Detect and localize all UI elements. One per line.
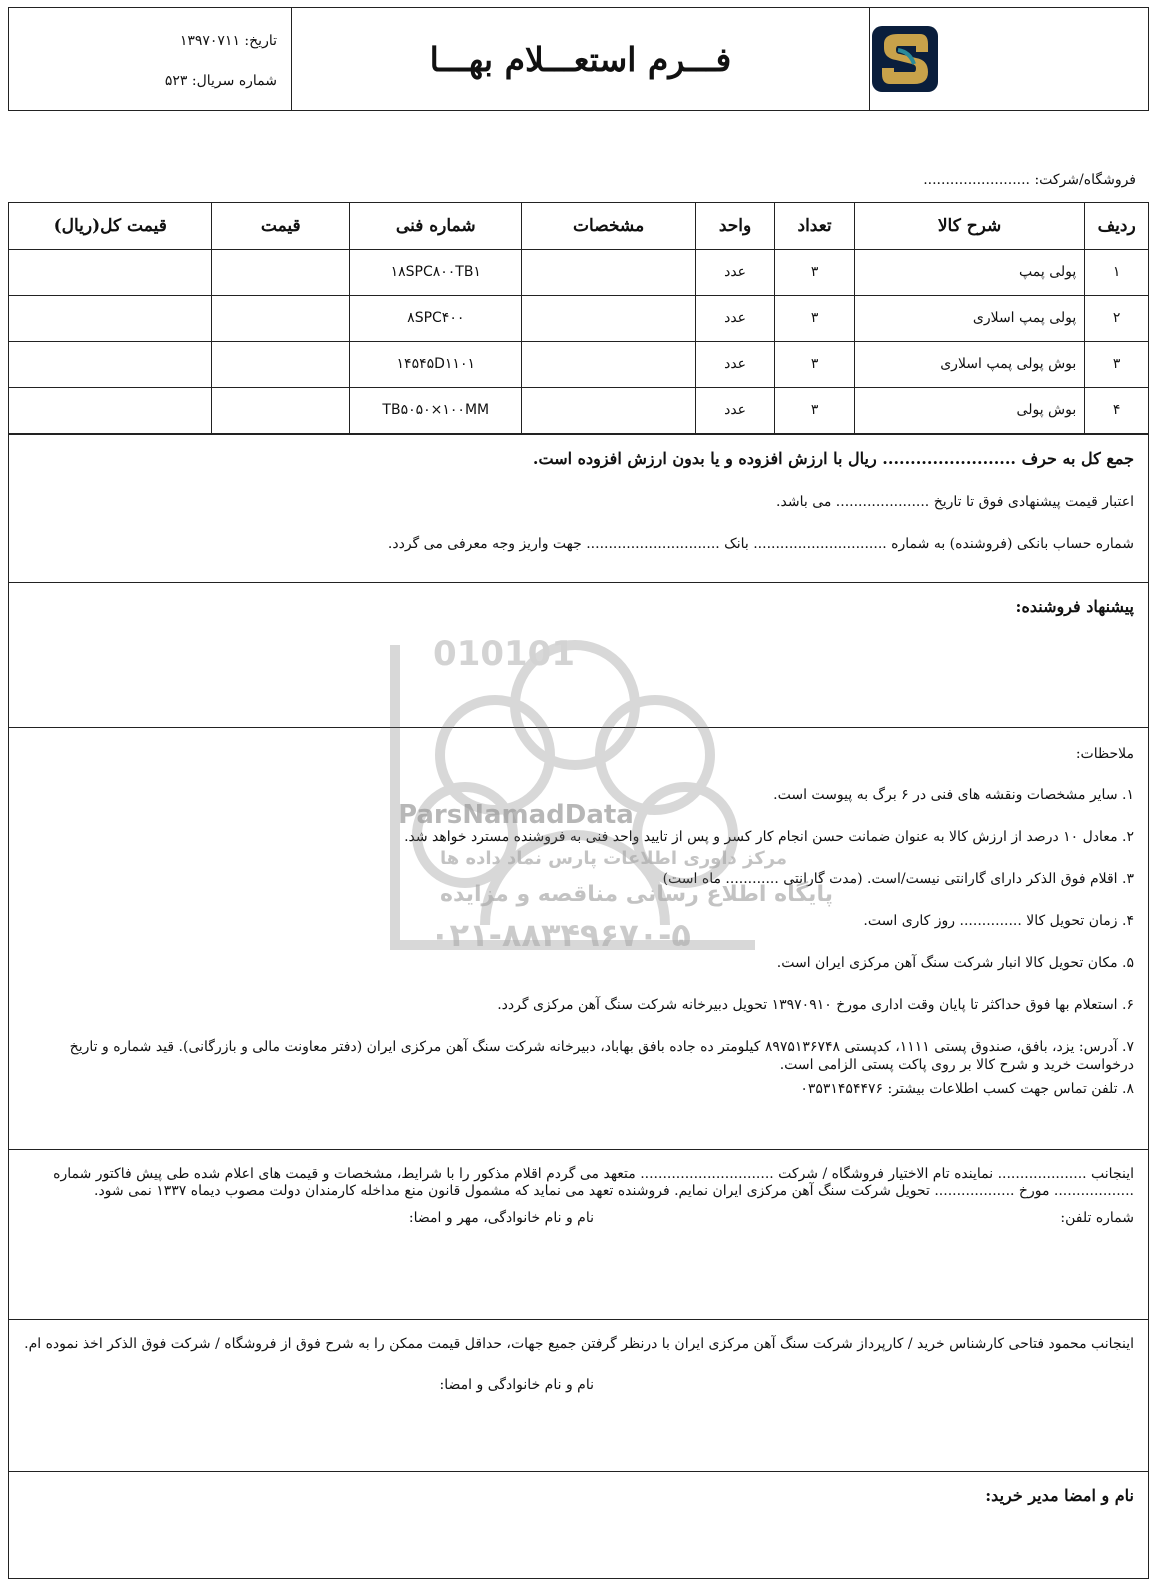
seller-offer-section bbox=[9, 582, 1148, 727]
cell-specs[interactable] bbox=[522, 387, 695, 433]
cell-specs[interactable] bbox=[522, 341, 695, 387]
cell-qty: ۳ bbox=[775, 249, 855, 295]
manager-section bbox=[9, 1471, 1148, 1505]
table-header-row bbox=[9, 203, 1148, 249]
cell-price[interactable] bbox=[212, 341, 350, 387]
cell-row: ۴ bbox=[1085, 387, 1148, 433]
cell-description: بوش پولی پمپ اسلاری bbox=[854, 341, 1084, 387]
buyer-section bbox=[9, 1319, 1148, 1471]
col-header-qty: تعداد bbox=[775, 203, 855, 249]
form-meta bbox=[9, 8, 291, 110]
price-validity: اعتبار قیمت پیشنهادی فوق تا تاریخ ..................... می باشد. bbox=[776, 493, 1134, 510]
table-row bbox=[9, 387, 1148, 433]
logo-cell bbox=[869, 8, 1148, 110]
items-table bbox=[9, 203, 1148, 434]
watermark-line2: پایگاه اطلاع رسانی مناقصه و مزایده bbox=[440, 882, 833, 907]
table-row bbox=[9, 249, 1148, 295]
cell-tech-number: ۸SPC۴۰۰ bbox=[350, 295, 522, 341]
totals-section bbox=[9, 434, 1148, 582]
cell-tech-number: ۱۸SPC۸۰۰TB۱ bbox=[350, 249, 522, 295]
col-header-price: قیمت bbox=[212, 203, 350, 249]
watermark-brand: ParsNamadData bbox=[398, 800, 634, 830]
cell-unit: عدد bbox=[695, 295, 775, 341]
cell-tech-number: TB۵۰۵۰×۱۰۰MM bbox=[350, 387, 522, 433]
watermark-phone: ۰۲۱-۸۸۳۴۹۶۷۰-۵ bbox=[430, 916, 691, 954]
cell-price[interactable] bbox=[212, 295, 350, 341]
note-item: ۲. معادل ۱۰ درصد از ارزش کالا به عنوان ضمانت حسن انجام کار کسر و پس از تایید واحد فنی به فروشنده مسترد خواهد شد. bbox=[404, 828, 1134, 845]
cell-description: بوش پولی bbox=[854, 387, 1084, 433]
cell-qty: ۳ bbox=[775, 341, 855, 387]
cell-row: ۳ bbox=[1085, 341, 1148, 387]
seller-commitment-section bbox=[9, 1149, 1148, 1319]
total-in-words: جمع کل به حرف ........................ ریال با ارزش افزوده و یا بدون ارزش افزوده است. bbox=[532, 448, 1134, 468]
form-title: فـــرم استعـــلام بهـــا bbox=[291, 8, 869, 110]
cell-unit: عدد bbox=[695, 341, 775, 387]
shop-company-line: فروشگاه/شرکت: ........................ bbox=[923, 172, 1136, 188]
cell-total[interactable] bbox=[9, 387, 212, 433]
bank-account: شماره حساب بانکی (فروشنده) به شماره .............................. بانک .............................. جهت واریز وجه معرفی می گردد. bbox=[387, 535, 1134, 552]
buyer-sign-label: نام و نام خانوادگی و امضا: bbox=[439, 1376, 594, 1393]
seller-sign-label: نام و نام خانوادگی، مهر و امضا: bbox=[408, 1209, 594, 1226]
col-header-specs: مشخصات bbox=[522, 203, 695, 249]
seller-offer-title: پیشنهاد فروشنده: bbox=[1015, 596, 1134, 616]
watermark-digits: 010101 bbox=[433, 634, 575, 674]
company-logo-icon bbox=[870, 24, 940, 94]
cell-total[interactable] bbox=[9, 249, 212, 295]
note-item: ۳. اقلام فوق الذکر دارای گارانتی نیست/است. (مدت گارانتی ............ ماه است) bbox=[662, 870, 1134, 887]
commitment-text: اینجانب .................... نماینده تام الاختیار فروشگاه / شرکت .............................. متعهد می گردم اقلام مذکور را با شرایط، مشخصات و قیمت های اعلام شده طی پیش فاکتور شماره .................. مورخ .................. تحویل شرکت سنگ آهن مرکزی ایران نمایم. فروشنده تعهد می نماید که مشمول قانون منع مداخله کارمندان دولت مصوب دیماه ۱۳۳۷ نمی شود. bbox=[53, 1165, 1134, 1199]
col-header-description: شرح کالا bbox=[854, 203, 1084, 249]
cell-description: پولی پمپ bbox=[854, 249, 1084, 295]
cell-total[interactable] bbox=[9, 295, 212, 341]
buyer-text: اینجانب محمود فتاحی کارشناس خرید / کارپرداز شرکت سنگ آهن مرکزی ایران با درنظر گرفتن جمیع جهات، حداقل قیمت ممکن را به شرح فوق از فروشگاه / شرکت فوق الذکر اخذ نموده ام. bbox=[24, 1335, 1134, 1352]
notes-heading: ملاحظات: bbox=[1075, 745, 1134, 762]
col-header-total: قیمت کل(ریال) bbox=[9, 203, 212, 249]
col-header-unit: واحد bbox=[695, 203, 775, 249]
cell-price[interactable] bbox=[212, 249, 350, 295]
cell-description: پولی پمپ اسلاری bbox=[854, 295, 1084, 341]
note-item: ۱. سایر مشخصات ونقشه های فنی در ۶ برگ به پیوست است. bbox=[773, 786, 1134, 803]
table-row bbox=[9, 295, 1148, 341]
cell-row: ۲ bbox=[1085, 295, 1148, 341]
note-item: ۴. زمان تحویل کالا .............. روز کاری است. bbox=[863, 912, 1134, 929]
cell-price[interactable] bbox=[212, 387, 350, 433]
cell-qty: ۳ bbox=[775, 295, 855, 341]
cell-row: ۱ bbox=[1085, 249, 1148, 295]
cell-specs[interactable] bbox=[522, 249, 695, 295]
note-item: ۸. تلفن تماس جهت کسب اطلاعات بیشتر: ۰۳۵۳۱۴۵۴۴۷۶ bbox=[800, 1080, 1134, 1097]
form-date: تاریخ: ۱۳۹۷۰۷۱۱ bbox=[179, 33, 277, 49]
cell-total[interactable] bbox=[9, 341, 212, 387]
cell-unit: عدد bbox=[695, 249, 775, 295]
cell-specs[interactable] bbox=[522, 295, 695, 341]
col-header-tech-number: شماره فنی bbox=[350, 203, 522, 249]
col-header-row: ردیف bbox=[1085, 203, 1148, 249]
phone-label: شماره تلفن: bbox=[1060, 1209, 1134, 1226]
note-item: ۶. استعلام بها فوق حداکثر تا پایان وقت اداری مورخ ۱۳۹۷۰۹۱۰ تحویل دبیرخانه شرکت سنگ آهن مرکزی گردد. bbox=[497, 996, 1134, 1013]
watermark-line1: مرکز داوری اطلاعات پارس نماد داده ها bbox=[440, 848, 788, 869]
table-row bbox=[9, 341, 1148, 387]
form-header bbox=[8, 7, 1149, 111]
cell-tech-number: ۱۴۵۴۵D۱۱۰۱ bbox=[350, 341, 522, 387]
note-item: ۵. مکان تحویل کالا انبار شرکت سنگ آهن مرکزی ایران است. bbox=[776, 954, 1134, 971]
note-item: ۷. آدرس: یزد، بافق، صندوق پستی ۱۱۱۱، کدپستی ۸۹۷۵۱۳۶۷۴۸ کیلومتر ده جاده بافق بهاباد، دبیرخانه شرکت سنگ آهن مرکزی ایران (دفتر معاونت مالی و بازرگانی). قید شماره و تاریخ درخواست خرید و شرح کالا بر روی پاکت پستی الزامی است. bbox=[69, 1038, 1134, 1073]
manager-sign-label: نام و امضا مدیر خرید: bbox=[985, 1485, 1134, 1505]
cell-unit: عدد bbox=[695, 387, 775, 433]
form-serial: شماره سریال: ۵۲۳ bbox=[164, 73, 277, 89]
cell-qty: ۳ bbox=[775, 387, 855, 433]
